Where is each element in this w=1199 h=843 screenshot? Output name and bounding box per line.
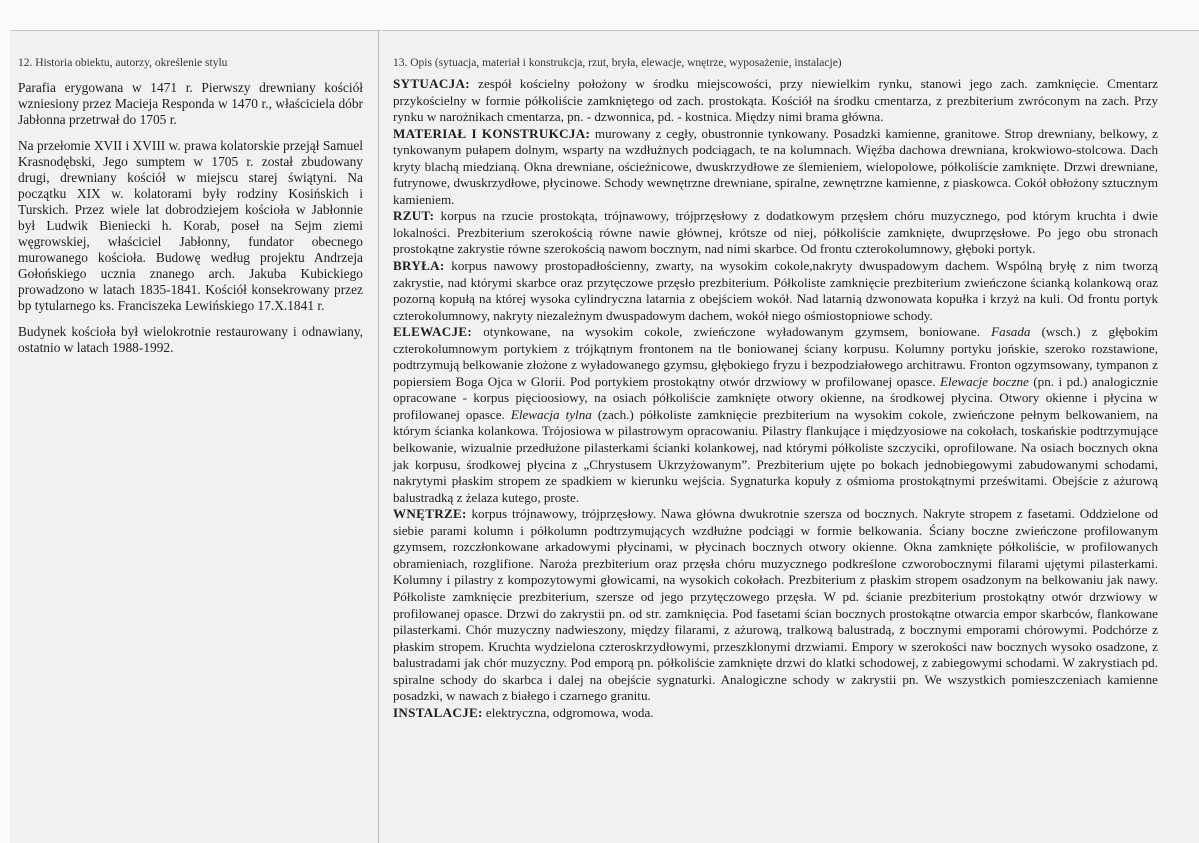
bryla-text: korpus nawowy prostopadłościenny, zwarty, na wysokim cokole,nakryty dwuspadowym dachem. Wspólną bryłę z nim tworzą zakrystie, nad którymi skarbce oraz przytęczowe przęsło prezbiterium. Półkoliste zamknięcie prezbiterium zwieńczone ścianką kolankową oraz pozorną kopułą na której wysoka cylindryczna latarnia z obejściem wokół. Nad latarnią dzwonowata kopułka i krzyż na kuli. Od frontu portyk czterokolumnowy, nakryty niezależnym dwuspadowym dachem, wokół niego ośmiostopniowe schody. [393, 258, 1158, 323]
rzut-paragraph [393, 208, 1158, 258]
material-label: MATERIAŁ I KONSTRUKCJA: [393, 125, 591, 141]
elewacje-text-3: (pn. i pd.) analogicznie opracowane - korpus pięcioosiowy, na osiach półkoliście zamknięte otwory okienne, na środkowej płycina. Otwory okienne i płycina w profilowanej opasce. [393, 373, 1158, 422]
instalacje-label: INSTALACJE: [393, 704, 483, 720]
elewacje-boczne-term: Elewacje boczne [939, 373, 1029, 389]
history-section-header: 12. Historia obiektu, autorzy, określenie stylu [18, 57, 228, 69]
elewacje-fasada-term: Fasada [991, 324, 1031, 340]
material-text: murowany z cegły, obustronnie tynkowany. Posadzki kamienne, granitowe. Strop drewniany, belkowy, z tynkowanym pułapem dolnym, wsparty na wzdłużnych podciągach, te na kolumnach. Więźba dachowa drewniana, krokwiowo-stolcowa. Dach kryty blachą miedzianą. Okna drewniane, ościeżnicowe, dwuskrzydłowe ze ślemieniem, wielopolowe, półkoliście zamknięte. Drzwi drewniane, futrynowe, dwuskrzydłowe, płycinowe. Schody wewnętrzne drewniane, spiralne, zewnętrzne kamienne, z piaskowca. Cokół obłożony sztucznym kamieniem. [393, 125, 1158, 207]
scan-top-margin [0, 0, 1199, 31]
sytuacja-text: zespół kościelny położony w środku miejscowości, przy niewielkim rynku, stanowi jego zach. zamknięcie. Cmentarz przykościelny w formie półkoliście zamkniętego od zach. prostokąta. Kościół na środku cmentarza, z prezbiterium zwróconym na zach. Przy rynku w narożnikach cmentarza, pn. - dzwonnica, pd. - kostnica. Między nimi brama główna. [393, 76, 1158, 125]
elewacje-label: ELEWACJE: [393, 324, 473, 340]
history-paragraph-2: Na przełomie XVII i XVIII w. prawa kolatorskie przejął Samuel Krasnodębski, Jego sumptem w 1705 r. został zbudowany drugi, drewniany kościół w miejscu starej świątyni. Na początku XIX w. kolatorami były rodziny Kosińskich i Turskich. Przez wiele lat dobrodziejem kościoła w Jabłonnie był Ludwik Bieniecki h. Korab, poseł na Sejm ziemi węgrowskiej, właściciel Jabłonny, fundator obecnego murowanego kościoła. Budowę według projektu Andrzeja Gołońskiego ucznia znanego arch. Jakuba Kubickiego prowadzono w latach 1835-1841. Kościół konsekrowany przez bp tytularnego ks. Franciszeka Lewińskiego 17.X.1841 r. [18, 138, 363, 313]
bryla-paragraph [393, 258, 1158, 324]
sytuacja-label: SYTUACJA: [393, 76, 470, 91]
description-section-header: 13. Opis (sytuacja, materiał i konstrukcja, rzut, bryła, elewacje, wnętrze, wyposażenie, instalacje) [393, 57, 842, 69]
rzut-text: korpus na rzucie prostokąta, trójnawowy, trójprzęsłowy z dodatkowym przęsłem chóru muzycznego, pod którym kruchta i dwie lokalności. Prezbiterium szerokością równe nawie głównej, krótsze od niej, półkoliście zamknięte, dwuprzęsłowe. Po jego obu stronach prostokątne zakrystie równe szerokością nawom bocznym, nad nimi skarbce. Od frontu czterokolumnowy, głęboki portyk. [393, 208, 1158, 257]
wnetrze-text: korpus trójnawowy, trójprzęsłowy. Nawa główna dwukrotnie szersza od bocznych. Nakryte stropem z fasetami. Oddzielone od siebie parami kolumn i półkolumn podtrzymujących wzdłużne podciągi w formie belkowania. Ściany boczne zwieńczone profilowanym gzymsem, rozczłonkowane arkadowymi płycinami, w płycinach bocznych otwory okienne. Okna zamknięte półkoliście, w profilowanych obramieniach, rozglifione. Naroża prezbiterium oraz przęsła chóru muzycznego podkreślone czworobocznymi filarami ujętymi pilasterkami. Kolumny i pilastry z kompozytowymi głowicami, na wysokich cokołach. Prezbiterium z płaskim stropem osadzonym na belkowaniu jak nawy. Półkoliste zamknięcie prezbiterium, szersze od jego przytęczowego przęsła. W pd. ścianie prezbiterium prostokątny otwór drzwiowy w profilowanej opasce. Drzwi do zakrystii pn. od str. zamknięcia. Pod fasetami ścian bocznych prostokątne otwarcia empor skarbców, flankowane pilasterkami. Chór muzyczny nadwieszony, między filarami, z ażurową, tralkową balustradą, z bocznymi emporami chórowymi. Podchórze z płaskim stropem. Kruchta wydzielona czteroskrzydłowymi, przeszklonymi drzwiami. Empory w szerokości naw bocznych wysoko osadzone, z balustradami jak chór muzyczny. Pod emporą pn. półkoliście zamknięte drzwi do klatki schodowej, z zabiegowymi schodami. W zakrystiach pd. spiralne schody do skarbca i dalej na obejście sygnaturki. Analogiczne schody w zakrystii pn. We wszystkich pomieszczeniach kamienne posadzki, w nawach z białego i czarnego granitu. [393, 506, 1158, 704]
rzut-label: RZUT: [393, 208, 435, 224]
elewacje-text-4: (zach.) półkoliste zamknięcie prezbiterium na wysokim cokole, zwieńczone pełnym belkowaniem, na którym ścianka kolankowa. Trójosiowa w pilastrowym opracowaniu. Pilastry flankujące i międzyosiowe na cokołach, toskańskie podtrzymujące belkowanie, wizualnie przedłużone pilasterkami ścianki kolankowej, nad którymi półkoliste szczyciki, oprofilowane. Na osiach bocznych okna jak korpusu, środkowej płycina z „Chrystusem Ukrzyżowanym”. Prezbiterium ujęte po bokach jednobiegowymi zabudowanymi schodami, nakrytymi płaskim stropem ze spadkiem w kierunku wejścia. Sygnaturka kopuły z ośmioma prostokątnymi prześwitami. Obejście z ażurową balustradką z żelaza kutego, proste. [393, 406, 1158, 505]
instalacje-text: elektryczna, odgromowa, woda. [482, 704, 654, 720]
description-column [393, 56, 1158, 721]
elewacje-text-1: otynkowane, na wysokim cokole, zwieńczone wyładowanym gzymsem, boniowane. [472, 324, 992, 340]
elewacje-paragraph [393, 324, 1158, 506]
material-paragraph [393, 126, 1158, 209]
wnetrze-label: WNĘTRZE: [393, 506, 467, 522]
bryla-label: BRYŁA: [393, 258, 445, 274]
sytuacja-paragraph [393, 76, 1158, 126]
scan-left-margin [0, 0, 10, 843]
instalacje-paragraph [393, 705, 1158, 722]
wnetrze-paragraph [393, 506, 1158, 705]
history-column [18, 56, 363, 366]
history-paragraph-1: Parafia erygowana w 1471 r. Pierwszy drewniany kościół wzniesiony przez Macieja Responda w 1470 r., właściciela dóbr Jabłonna przetrwał do 1705 r. [18, 80, 363, 127]
elewacje-text-2: (wsch.) z głębokim czterokolumnowym portykiem z trójkątnym frontonem na tle boniowanej ściany korpusu. Kolumny portyku jońskie, szeroko rozstawione, podtrzymują belkowanie złożone z wyładowanego gzymsu, głębokiego fryzu i bezpodziałowego architrawu. Fronton ogzymsowany, tympanon z popiersiem Boga Ojca w Glorii. Pod portykiem prostokątny otwór drzwiowy w profilowanej opasce. [393, 324, 1158, 389]
history-paragraph-3: Budynek kościoła był wielokrotnie restaurowany i odnawiany, ostatnio w latach 1988-1992. [18, 324, 363, 355]
elewacje-tylna-term: Elewacja tylna [510, 406, 592, 422]
column-divider [378, 30, 379, 843]
